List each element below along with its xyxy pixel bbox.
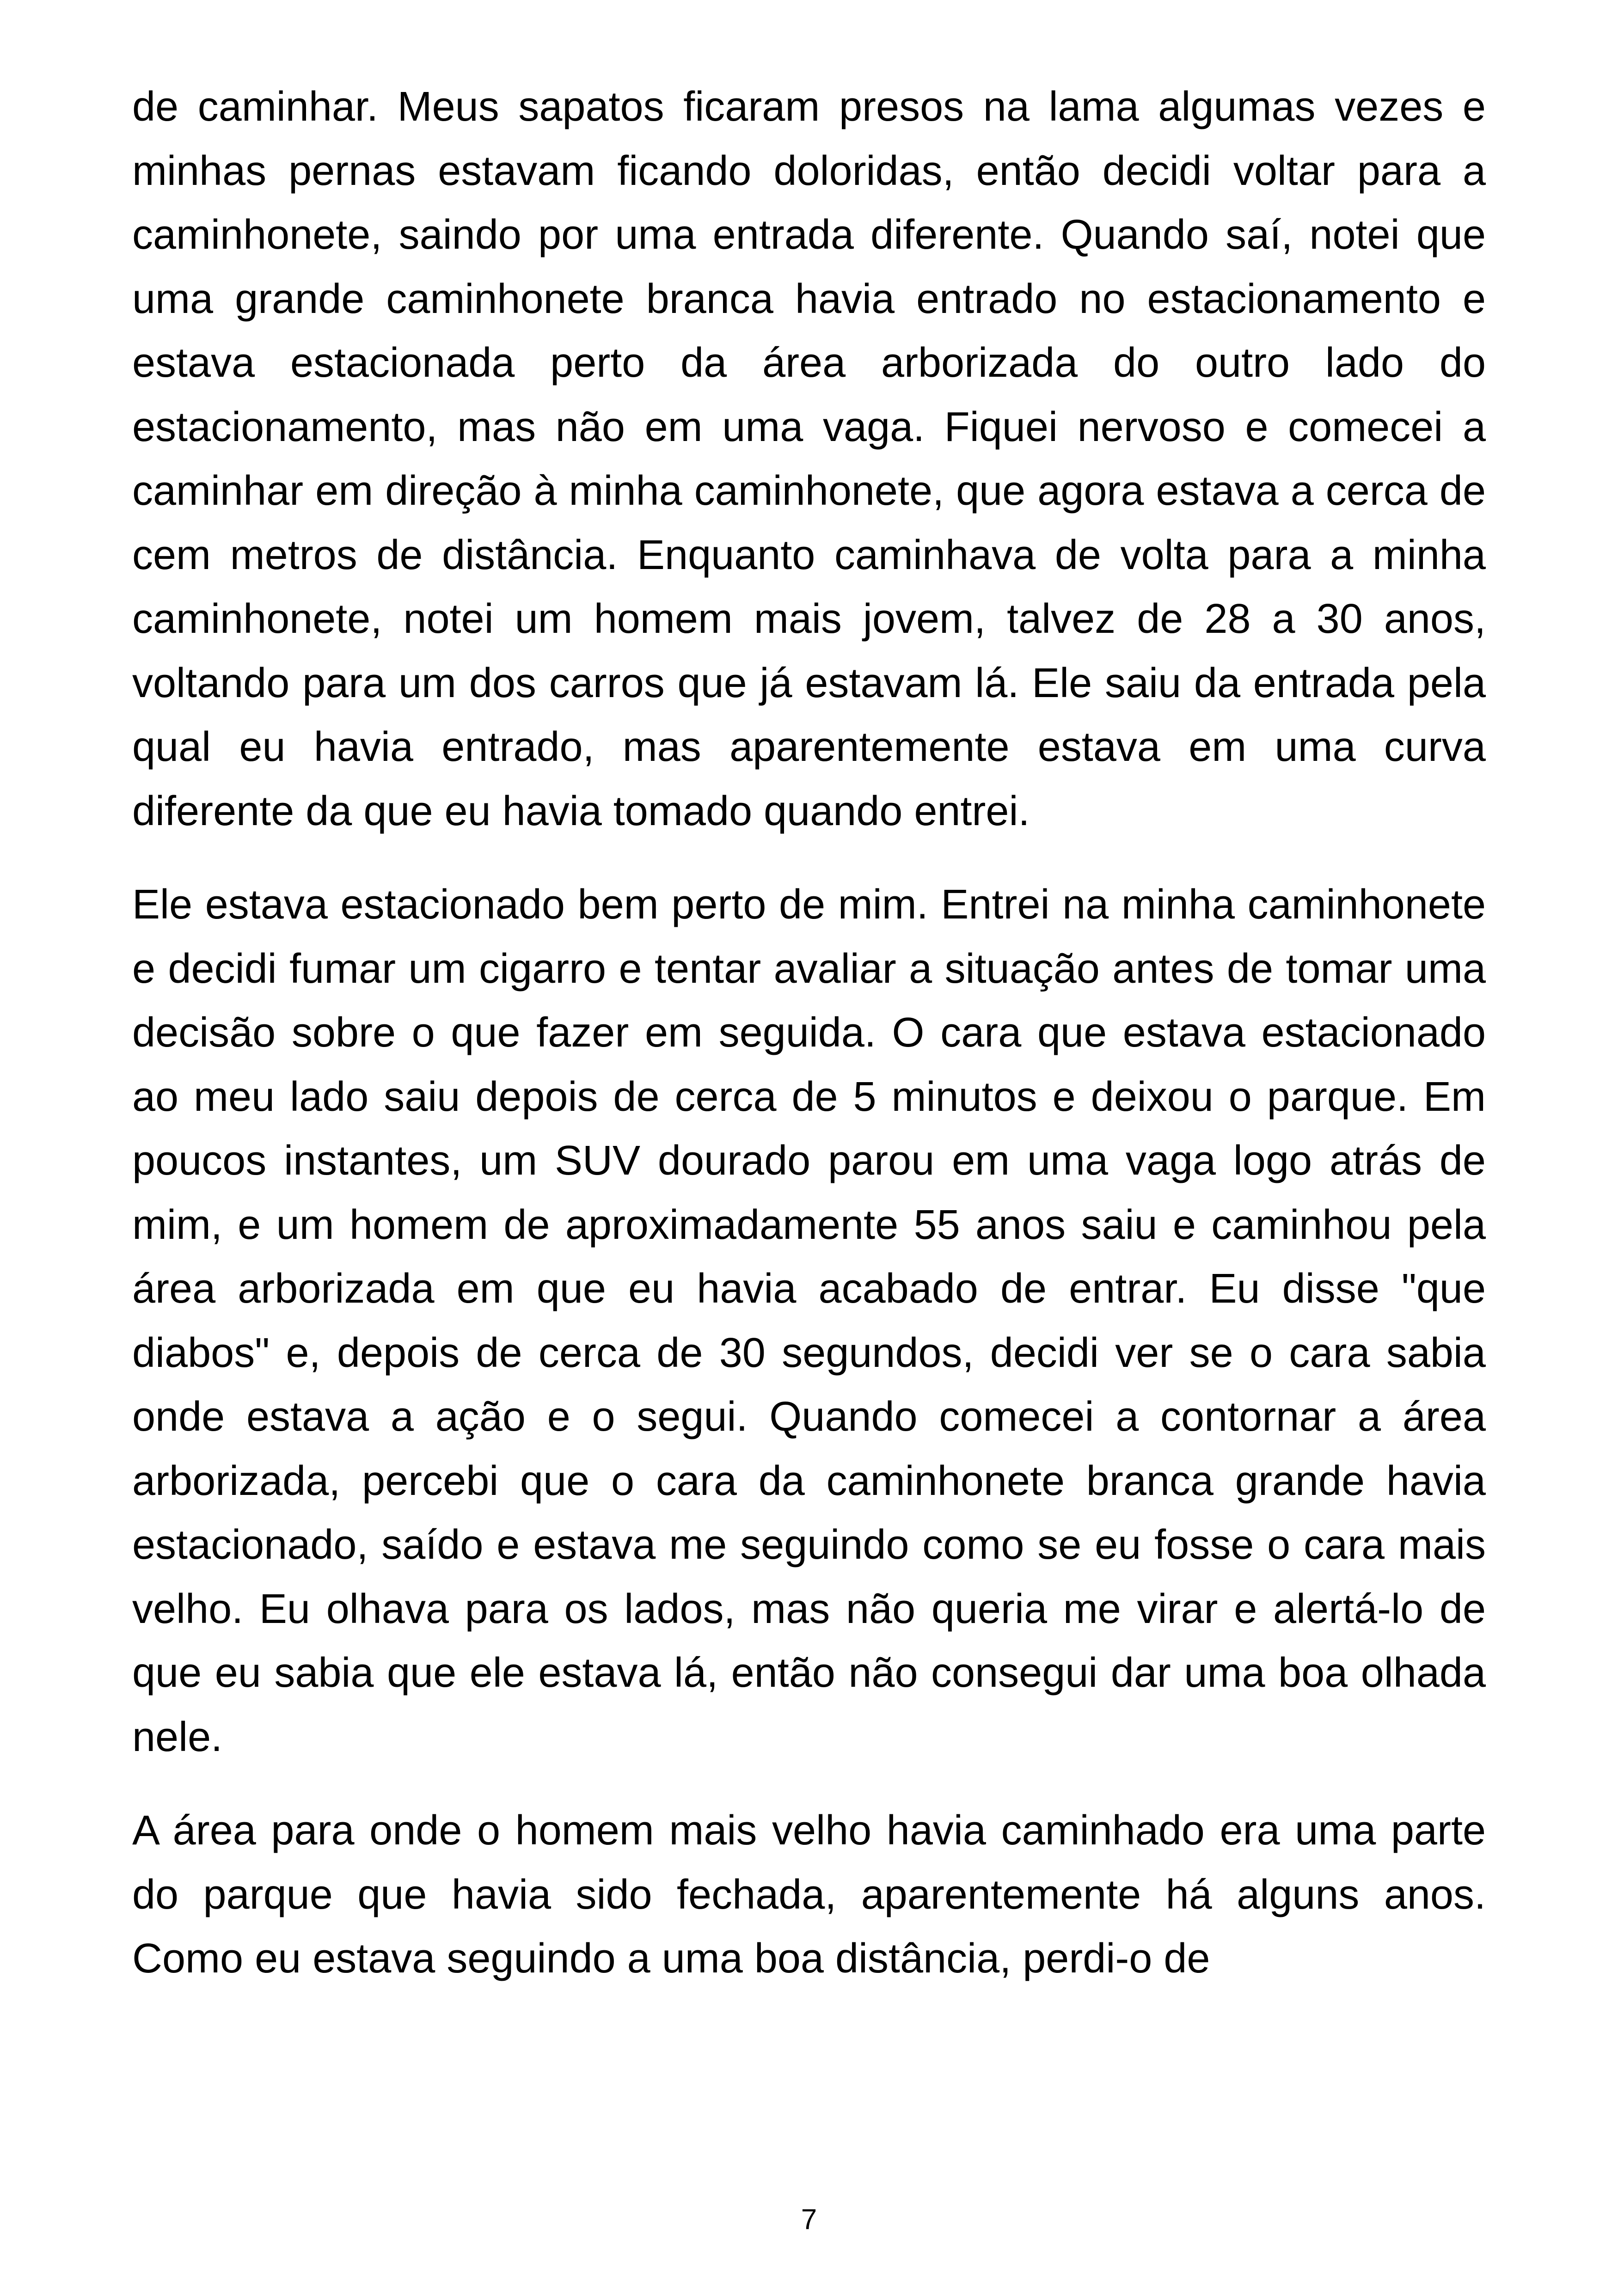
- body-text: [132, 75, 1486, 1991]
- paragraph-3: A área para onde o homem mais velho havia caminhado era uma parte do parque que havia sido fechada, aparentemente há alguns anos. Como eu estava seguindo a uma boa distância, perdi-o de: [132, 1807, 1486, 1982]
- paragraph-1: de caminhar. Meus sapatos ficaram presos na lama algumas vezes e minhas pernas estavam ficando doloridas, então decidi voltar para a caminhonete, saindo por uma entrada diferente. Quando saí, notei que uma grande caminhonete branca havia entrado no estacionamento e estava estacionada perto da área arborizada do outro lado do estacionamento, mas não em uma vaga. Fiquei nervoso e comecei a caminhar em direção à minha caminhonete, que agora estava a cerca de cem metros de distância. Enquanto caminhava de volta para a minha caminhonete, notei um homem mais jovem, talvez de 28 a 30 anos, voltando para um dos carros que já estavam lá. Ele saiu da entrada pela qual eu havia entrado, mas aparentemente estava em uma curva diferente da que eu havia tomado quando entrei.: [132, 84, 1486, 834]
- paragraph-2: Ele estava estacionado bem perto de mim. Entrei na minha caminhonete e decidi fumar um cigarro e tentar avaliar a situação antes de tomar uma decisão sobre o que fazer em seguida. O cara que estava estacionado ao meu lado saiu depois de cerca de 5 minutos e deixou o parque. Em poucos instantes, um SUV dourado parou em uma vaga logo atrás de mim, e um homem de aproximadamente 55 anos saiu e caminhou pela área arborizada em que eu havia acabado de entrar. Eu disse "que diabos" e, depois de cerca de 30 segundos, decidi ver se o cara sabia onde estava a ação e o segui. Quando comecei a contornar a área arborizada, percebi que o cara da caminhonete branca grande havia estacionado, saído e estava me seguindo como se eu fosse o cara mais velho. Eu olhava para os lados, mas não queria me virar e alertá-lo de que eu sabia que ele estava lá, então não consegui dar uma boa olhada nele.: [132, 882, 1486, 1760]
- page-number: 7: [801, 2204, 817, 2235]
